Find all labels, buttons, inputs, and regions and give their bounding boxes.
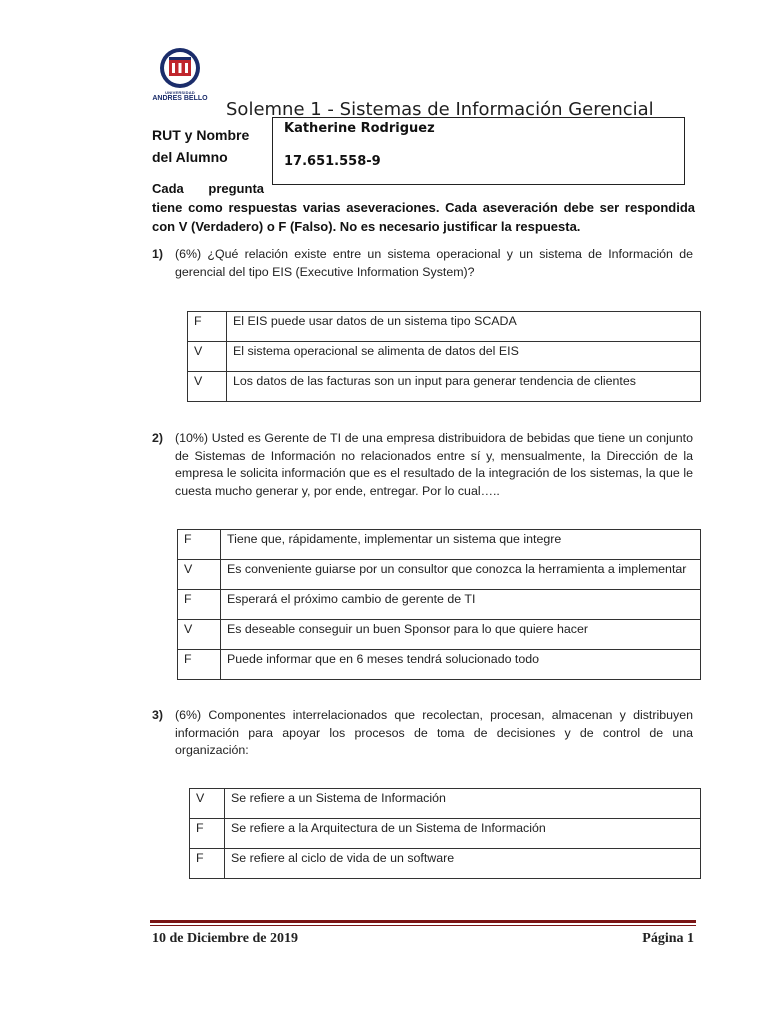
logo-line1: UNIVERSIDAD xyxy=(165,90,195,95)
answer-table-1 xyxy=(187,311,701,402)
student-name: Katherine Rodriguez xyxy=(284,121,435,136)
answer-vf: F xyxy=(178,530,221,560)
answer-text: Se refiere a la Arquitectura de un Sistema de Información xyxy=(225,819,701,849)
footer-date: 10 de Diciembre de 2019 xyxy=(152,931,298,946)
answer-vf: V xyxy=(178,560,221,590)
document-title: Solemne 1 - Sistemas de Información Gerencial xyxy=(226,99,654,120)
answer-vf: F xyxy=(190,819,225,849)
logo-line2: ANDRES BELLO xyxy=(152,95,208,102)
table-row xyxy=(178,530,701,560)
answer-text: El sistema operacional se alimenta de datos del EIS xyxy=(227,342,701,372)
answer-text: Es conveniente guiarse por un consultor que conozca la herramienta a implementar xyxy=(221,560,701,590)
answer-text: Los datos de las facturas son un input para generar tendencia de clientes xyxy=(227,372,701,402)
question-text: (10%) Usted es Gerente de TI de una empresa distribuidora de bebidas que tiene un conjunto de Sistemas de Información no relacionados entre sí y, mensualmente, la Dirección de la empresa le solicita información que es el resultado de la integración de los sistemas, la que le cuesta mucho generar y, por ende, entregar. Por lo cual….. xyxy=(175,431,693,498)
student-rut: 17.651.558-9 xyxy=(284,154,381,169)
answer-text: Es deseable conseguir un buen Sponsor para lo que quiere hacer xyxy=(221,620,701,650)
table-row xyxy=(178,620,701,650)
university-logo xyxy=(152,46,208,106)
question-number: 2) xyxy=(152,431,164,445)
answer-vf: F xyxy=(188,312,227,342)
footer-page-number: Página 1 xyxy=(642,931,694,946)
answer-vf: F xyxy=(190,849,225,879)
instructions-rest: tiene como respuestas varias aseveraciones. Cada aseveración debe ser respondida con V (Verdadero) o F (Falso). No es necesario justificar la respuesta. xyxy=(152,200,695,234)
instructions xyxy=(152,179,695,236)
table-row xyxy=(178,590,701,620)
table-row xyxy=(188,342,701,372)
footer-rule-thin xyxy=(150,925,696,926)
answer-text: Tiene que, rápidamente, implementar un sistema que integre xyxy=(221,530,701,560)
answer-vf: F xyxy=(178,590,221,620)
table-row xyxy=(178,560,701,590)
answer-text: Puede informar que en 6 meses tendrá solucionado todo xyxy=(221,650,701,680)
question-number: 3) xyxy=(152,708,164,722)
question-1 xyxy=(152,246,693,281)
crest-icon xyxy=(152,46,208,90)
answer-vf: V xyxy=(190,789,225,819)
answer-text: Se refiere a un Sistema de Información xyxy=(225,789,701,819)
question-text: (6%) ¿Qué relación existe entre un sistema operacional y un sistema de Información de gerencial del tipo EIS (Executive Information System)? xyxy=(175,247,693,279)
question-2 xyxy=(152,430,693,500)
footer-rule xyxy=(150,920,696,923)
answer-text: El EIS puede usar datos de un sistema tipo SCADA xyxy=(227,312,701,342)
table-row xyxy=(190,819,701,849)
table-row xyxy=(188,372,701,402)
answer-vf: V xyxy=(188,372,227,402)
answer-vf: V xyxy=(178,620,221,650)
table-row xyxy=(190,849,701,879)
answer-table-3 xyxy=(189,788,701,879)
question-text: (6%) Componentes interrelacionados que recolectan, procesan, almacenan y distribuyen información para apoyar los procesos de toma de decisiones y de control de una organización: xyxy=(175,708,693,758)
answer-text: Esperará el próximo cambio de gerente de TI xyxy=(221,590,701,620)
question-3 xyxy=(152,707,693,760)
answer-text: Se refiere al ciclo de vida de un software xyxy=(225,849,701,879)
table-row xyxy=(190,789,701,819)
answer-vf: F xyxy=(178,650,221,680)
table-row xyxy=(188,312,701,342)
instructions-first-line: Cada pregunta xyxy=(152,181,264,196)
student-label: RUT y Nombre del Alumno xyxy=(152,127,250,165)
question-number: 1) xyxy=(152,247,164,261)
answer-vf: V xyxy=(188,342,227,372)
table-row xyxy=(178,650,701,680)
answer-table-2 xyxy=(177,529,701,680)
